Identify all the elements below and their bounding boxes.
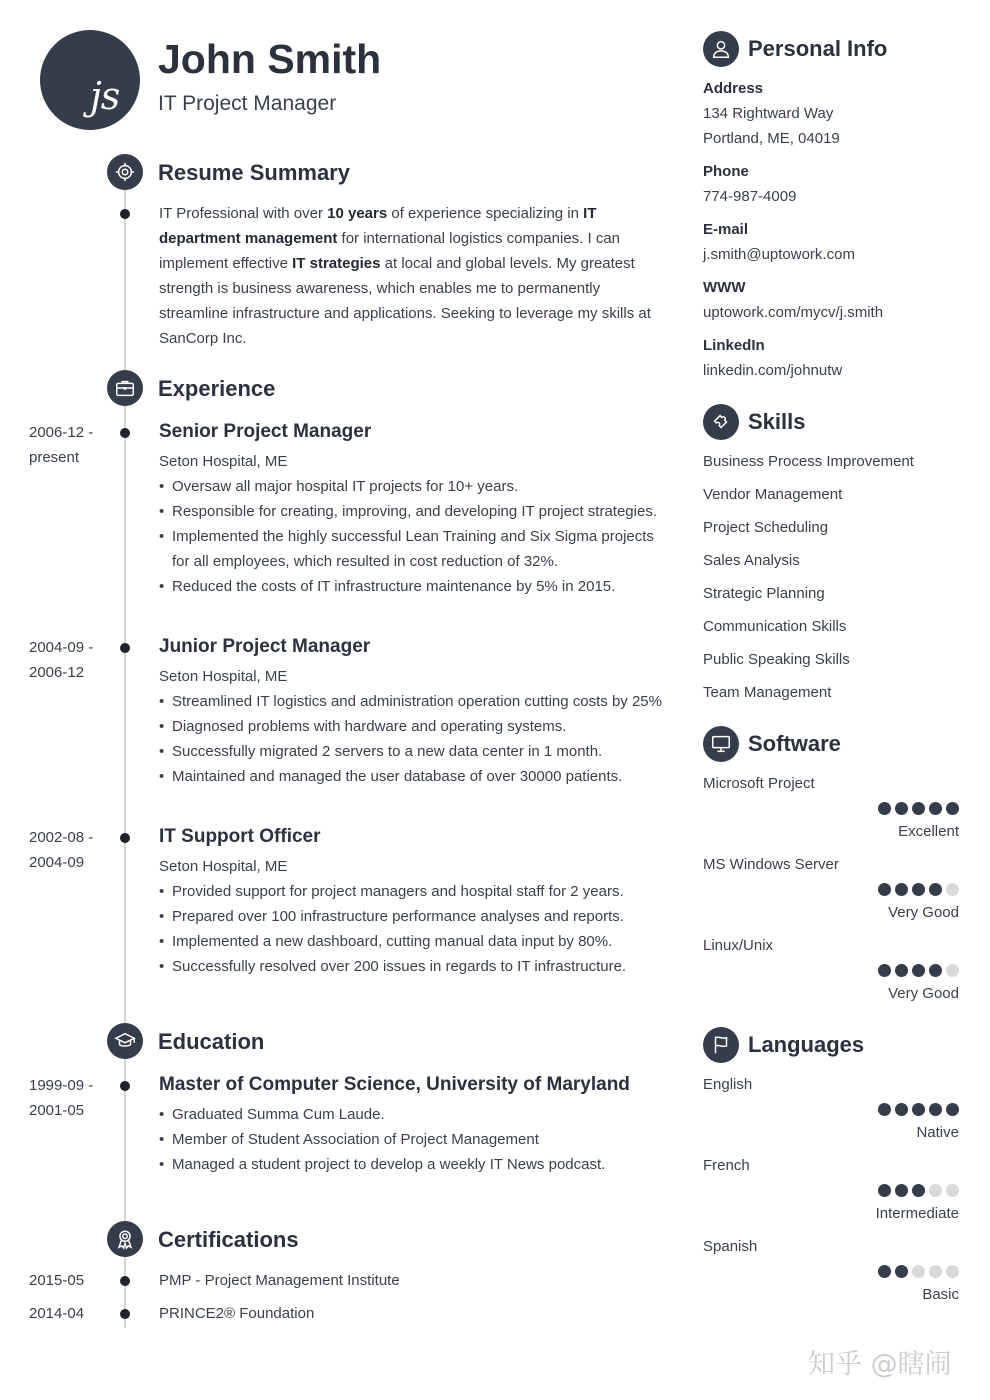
language-name: English <box>703 1076 753 1093</box>
rating-dot-filled <box>878 883 891 896</box>
email-label: E-mail <box>703 221 749 238</box>
rating-dot-filled <box>929 802 942 815</box>
section-title-education: Education <box>158 1029 265 1054</box>
list-item: • Maintained and managed the user database of over 30000 patients. <box>159 764 679 789</box>
skill-item: Vendor Management <box>703 486 843 503</box>
linkedin-value: linkedin.com/johnutw <box>703 362 843 379</box>
flag-icon <box>703 1027 739 1063</box>
cert-name: PMP - Project Management Institute <box>159 1272 400 1289</box>
rating-dot-filled <box>912 883 925 896</box>
timeline-line <box>124 160 126 1328</box>
job-title: Junior Project Manager <box>159 636 371 657</box>
rating-dot-empty <box>946 964 959 977</box>
list-item: • Diagnosed problems with hardware and operating systems. <box>159 714 679 739</box>
timeline-dot <box>120 1309 130 1319</box>
phone-value: 774-987-4009 <box>703 188 797 205</box>
list-item: • Streamlined IT logistics and administration operation cutting costs by 25% <box>159 689 679 714</box>
candidate-role: IT Project Manager <box>158 92 337 115</box>
section-title-summary: Resume Summary <box>158 160 350 185</box>
phone-label: Phone <box>703 163 749 180</box>
list-item: • Reduced the costs of IT infrastructure maintenance by 5% in 2015. <box>159 574 669 599</box>
skill-item: Business Process Improvement <box>703 453 914 470</box>
monogram-initials: js <box>90 74 120 118</box>
user-icon <box>703 31 739 67</box>
job-title: Senior Project Manager <box>159 421 372 442</box>
address-label: Address <box>703 80 764 97</box>
rating-dot-filled <box>912 1184 925 1197</box>
rating-dot-filled <box>929 883 942 896</box>
section-title-languages: Languages <box>748 1032 865 1057</box>
list-item: • Prepared over 100 infrastructure performance analyses and reports. <box>159 904 669 929</box>
list-item: • Oversaw all major hospital IT projects for 10+ years. <box>159 474 669 499</box>
rating-dot-filled <box>878 964 891 977</box>
rating-dot-filled <box>895 964 908 977</box>
list-item: • Successfully migrated 2 servers to a new data center in 1 month. <box>159 739 679 764</box>
job-bullets <box>159 689 679 789</box>
education-bullets <box>159 1102 669 1177</box>
rating-dot-filled <box>895 883 908 896</box>
rating-dot-filled <box>912 964 925 977</box>
address-line1: 134 Rightward Way <box>703 105 834 122</box>
candidate-name: John Smith <box>158 36 382 82</box>
rating-dot-empty <box>929 1184 942 1197</box>
linkedin-label: LinkedIn <box>703 337 765 354</box>
rating-dot-empty <box>946 1265 959 1278</box>
job-org: Seton Hospital, ME <box>159 668 288 685</box>
watermark: 知乎 @瞎闹 <box>808 1349 952 1380</box>
rating-dot-empty <box>946 883 959 896</box>
section-title-certifications: Certifications <box>158 1227 299 1252</box>
skill-item: Communication Skills <box>703 618 847 635</box>
job-date: 2002-08 - 2004-09 <box>29 829 94 871</box>
software-level: Very Good <box>888 904 959 921</box>
software-name: Linux/Unix <box>703 937 774 954</box>
rating-dot-filled <box>895 1265 908 1278</box>
award-ribbon-icon <box>107 1221 143 1257</box>
rating-dot-filled <box>912 1103 925 1116</box>
rating-dot-empty <box>946 1184 959 1197</box>
rating-dot-empty <box>929 1265 942 1278</box>
list-item: • Graduated Summa Cum Laude. <box>159 1102 669 1127</box>
skill-item: Strategic Planning <box>703 585 825 602</box>
section-title-personal: Personal Info <box>748 36 888 61</box>
language-rating <box>878 1265 959 1278</box>
timeline-dot <box>120 209 130 219</box>
timeline-dot <box>120 1276 130 1286</box>
section-title-experience: Experience <box>158 376 276 401</box>
target-icon <box>107 154 143 190</box>
job-org: Seton Hospital, ME <box>159 453 288 470</box>
software-level: Excellent <box>898 823 959 840</box>
job-bullets <box>159 474 669 599</box>
rating-dot-filled <box>929 964 942 977</box>
www-value: uptowork.com/mycv/j.smith <box>703 304 884 321</box>
language-name: Spanish <box>703 1238 758 1255</box>
job-date: 2004-09 - 2006-12 <box>29 639 94 681</box>
monogram-avatar <box>40 30 140 130</box>
software-rating <box>878 964 959 977</box>
software-name: MS Windows Server <box>703 856 839 873</box>
software-level: Very Good <box>888 985 959 1002</box>
education-date: 1999-09 - 2001-05 <box>29 1077 94 1119</box>
email-value: j.smith@uptowork.com <box>703 246 855 263</box>
www-label: WWW <box>703 279 746 296</box>
list-item: • Implemented a new dashboard, cutting manual data input by 80%. <box>159 929 669 954</box>
briefcase-icon <box>107 370 143 406</box>
cert-date: 2014-04 <box>29 1305 85 1322</box>
software-name: Microsoft Project <box>703 775 815 792</box>
rating-dot-filled <box>946 802 959 815</box>
language-rating <box>878 1103 959 1116</box>
skill-item: Public Speaking Skills <box>703 651 850 668</box>
rating-dot-filled <box>895 1103 908 1116</box>
job-title: IT Support Officer <box>159 826 321 847</box>
graduation-cap-icon <box>107 1023 143 1059</box>
language-level: Intermediate <box>875 1205 959 1222</box>
software-rating <box>878 883 959 896</box>
skill-item: Team Management <box>703 684 832 701</box>
list-item: • Managed a student project to develop a weekly IT News podcast. <box>159 1152 669 1177</box>
list-item: • Successfully resolved over 200 issues in regards to IT infrastructure. <box>159 954 669 979</box>
timeline-dot <box>120 833 130 843</box>
section-title-skills: Skills <box>748 409 806 434</box>
job-org: Seton Hospital, ME <box>159 858 288 875</box>
rating-dot-filled <box>878 1103 891 1116</box>
rating-dot-filled <box>878 1184 891 1197</box>
timeline-dot <box>120 1081 130 1091</box>
timeline-dot <box>120 428 130 438</box>
timeline-dot <box>120 643 130 653</box>
language-name: French <box>703 1157 750 1174</box>
language-rating <box>878 1184 959 1197</box>
list-item: • Responsible for creating, improving, and developing IT project strategies. <box>159 499 669 524</box>
education-title: Master of Computer Science, University of Maryland <box>159 1074 630 1095</box>
skill-item: Project Scheduling <box>703 519 829 536</box>
rating-dot-filled <box>929 1103 942 1116</box>
summary-text: IT Professional with over 10 years of experience specializing in IT department management for international logistics companies. I can implement effective IT strategies at local and global levels. My greatest strength is business awareness, which enables me to permanently streamline infrastructure and applications. Seeking to leverage my skills at SanCorp Inc. <box>159 205 651 347</box>
rating-dot-filled <box>878 802 891 815</box>
list-item: • Provided support for project managers and hospital staff for 2 years. <box>159 879 669 904</box>
monitor-icon <box>703 726 739 762</box>
rating-dot-filled <box>895 802 908 815</box>
list-item: • Implemented the highly successful Lean Training and Six Sigma projects for all employees, which resulted in cost reduction of 32%. <box>159 524 669 574</box>
job-bullets <box>159 879 669 979</box>
rating-dot-filled <box>895 1184 908 1197</box>
language-level: Basic <box>922 1286 959 1303</box>
rating-dot-empty <box>912 1265 925 1278</box>
rating-dot-filled <box>912 802 925 815</box>
cert-name: PRINCE2® Foundation <box>159 1305 315 1322</box>
job-date: 2006-12 - present <box>29 424 94 466</box>
software-rating <box>878 802 959 815</box>
puzzle-icon <box>703 404 739 440</box>
skill-item: Sales Analysis <box>703 552 800 569</box>
section-title-software: Software <box>748 731 841 756</box>
rating-dot-filled <box>878 1265 891 1278</box>
cert-date: 2015-05 <box>29 1272 85 1289</box>
address-line2: Portland, ME, 04019 <box>703 130 840 147</box>
rating-dot-filled <box>946 1103 959 1116</box>
language-level: Native <box>916 1124 959 1141</box>
list-item: • Member of Student Association of Project Management <box>159 1127 669 1152</box>
